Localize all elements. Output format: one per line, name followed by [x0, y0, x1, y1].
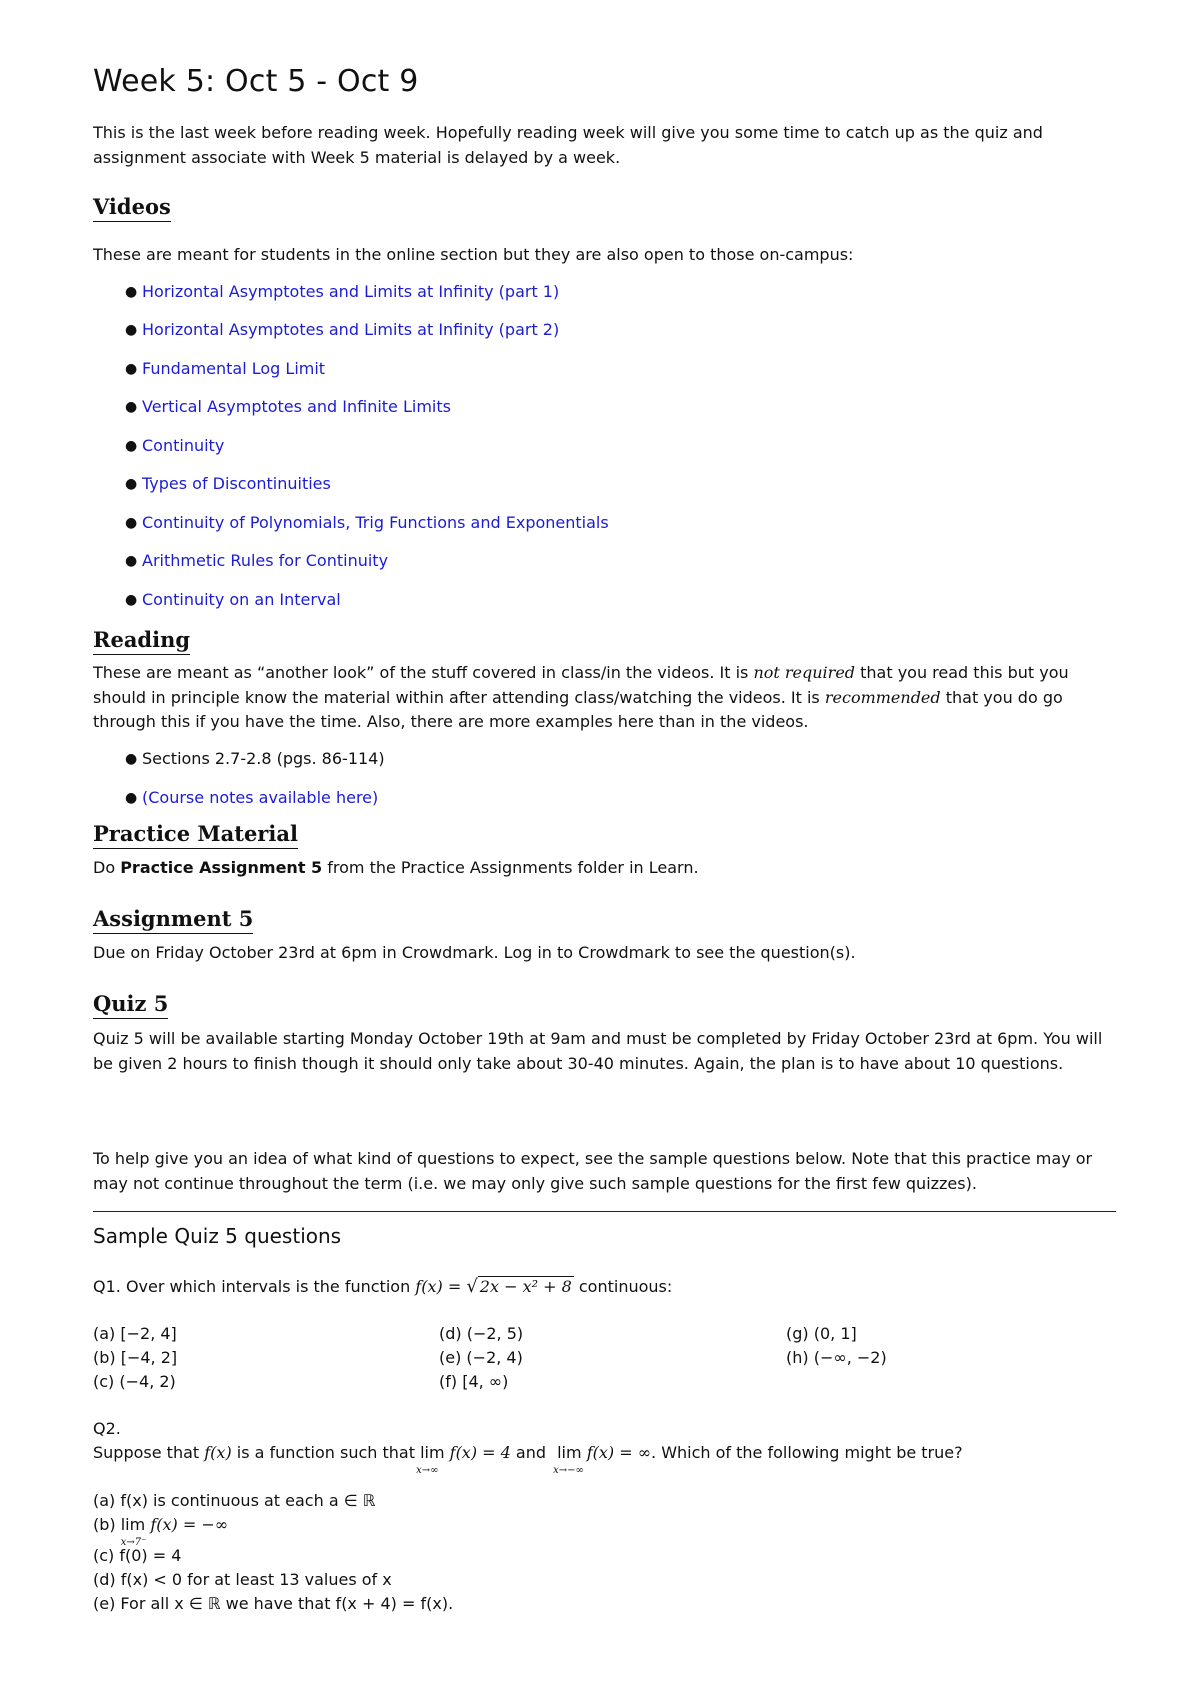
q1-option-h: (h) (−∞, −2)	[786, 1348, 887, 1367]
q1-option-b: (b) [−4, 2]	[93, 1348, 178, 1367]
question-2-label: Q2.	[93, 1419, 121, 1438]
practice-paragraph	[93, 856, 1116, 881]
videos-intro: These are meant for students in the online section but they are also open to those on-campus:	[93, 245, 854, 264]
q1-suffix: continuous:	[573, 1277, 673, 1296]
q2-option-c: (c) f(0) = 4	[93, 1546, 182, 1565]
video-link[interactable]: Fundamental Log Limit	[142, 359, 326, 378]
q2-text-b: is a function such that	[231, 1443, 421, 1462]
assignment-paragraph: Due on Friday October 23rd at 6pm in Crowdmark. Log in to Crowdmark to see the question(s).	[93, 943, 856, 962]
bullet-icon: ●	[125, 553, 138, 569]
bullet-icon: ●	[125, 399, 138, 415]
q2-expr-1: f(x) = 4	[449, 1443, 511, 1462]
q2-fx: f(x)	[204, 1443, 232, 1462]
divider	[93, 1211, 1116, 1212]
q1-function: f(x) =	[415, 1277, 467, 1296]
list-item	[93, 590, 609, 610]
reading-sections: Sections 2.7-2.8 (pgs. 86-114)	[142, 749, 385, 768]
bullet-icon: ●	[125, 592, 138, 608]
reading-text-b: that you read this but you should in principle know the material within after attending class/watching the videos. It is	[93, 663, 1069, 707]
list-item	[93, 749, 385, 769]
video-link[interactable]: Continuity of Polynomials, Trig Functions and Exponentials	[142, 513, 609, 532]
question-2	[93, 1441, 1116, 1476]
list-item	[93, 513, 609, 533]
bullet-icon: ●	[125, 361, 138, 377]
q2-option-b-limit	[120, 1513, 147, 1548]
lim-subscript: x→−∞	[553, 1465, 584, 1476]
reading-paragraph	[93, 661, 1116, 735]
video-link[interactable]: Continuity	[142, 436, 225, 455]
sample-heading: Sample Quiz 5 questions	[93, 1224, 342, 1248]
intro-paragraph: This is the last week before reading week. Hopefully reading week will give you some time to catch up as the quiz and assignment associate with Week 5 material is delayed by a week.	[93, 123, 1043, 167]
q2-limit-2	[553, 1441, 584, 1476]
lim-subscript: x→∞	[416, 1465, 439, 1476]
page-title: Week 5: Oct 5 - Oct 9	[93, 64, 419, 99]
q2-option-a: (a) f(x) is continuous at each a ∈ ℝ	[93, 1491, 376, 1510]
q2-text-a: Suppose that	[93, 1443, 205, 1462]
reading-text-c: that you do go through this if you have the time. Also, there are more examples here than in the videos.	[93, 687, 1063, 731]
q1-prefix: Q1. Over which intervals is the function	[93, 1277, 416, 1296]
q1-option-f: (f) [4, ∞)	[439, 1372, 509, 1391]
video-link[interactable]: Arithmetic Rules for Continuity	[142, 551, 389, 570]
q2-expr-2: f(x) = ∞	[586, 1443, 652, 1462]
reading-list	[93, 749, 385, 808]
video-link[interactable]: Vertical Asymptotes and Infinite Limits	[142, 397, 451, 416]
list-item	[93, 282, 609, 302]
q1-radicand: 2x − x² + 8	[479, 1277, 572, 1296]
bullet-icon: ●	[125, 790, 138, 806]
lim-label: lim	[120, 1515, 146, 1534]
video-link-list	[93, 282, 609, 610]
q2-limit-1	[416, 1441, 445, 1476]
q2-option-d: (d) f(x) < 0 for at least 13 values of x	[93, 1570, 392, 1589]
reading-heading: Reading	[93, 628, 190, 655]
q1-option-g: (g) (0, 1]	[786, 1324, 857, 1343]
q2-option-b-expr: f(x) = −∞	[150, 1515, 229, 1534]
q2-option-e: (e) For all x ∈ ℝ we have that f(x + 4) = f(x).	[93, 1594, 454, 1613]
practice-heading: Practice Material	[93, 822, 298, 849]
practice-text-a: Do	[93, 858, 121, 877]
quiz-heading: Quiz 5	[93, 992, 168, 1019]
q2-text-c: . Which of the following might be true?	[651, 1443, 963, 1462]
quiz-sample-note: To help give you an idea of what kind of questions to expect, see the sample questions below. Note that this practice may or may not continue throughout the term (i.e. we may only give such sample questions for the first few quizzes).	[93, 1149, 1093, 1193]
list-item	[93, 474, 609, 494]
assignment-heading: Assignment 5	[93, 907, 253, 934]
bullet-icon: ●	[125, 322, 138, 338]
lim-subscript: x→7⁻	[120, 1537, 147, 1548]
reading-emphasis-not-required: not required	[753, 663, 856, 682]
videos-heading: Videos	[93, 195, 171, 222]
list-item	[93, 551, 609, 571]
list-item	[93, 397, 609, 417]
reading-text-a: These are meant as “another look” of the stuff covered in class/in the videos. It is	[93, 663, 754, 682]
video-link[interactable]: Horizontal Asymptotes and Limits at Infinity (part 2)	[142, 320, 560, 339]
bullet-icon: ●	[125, 284, 138, 300]
bullet-icon: ●	[125, 751, 138, 767]
course-notes-link[interactable]: (Course notes available here)	[142, 788, 379, 807]
bullet-icon: ●	[125, 476, 138, 492]
video-link[interactable]: Types of Discontinuities	[142, 474, 331, 493]
question-1	[93, 1275, 672, 1299]
practice-assignment-name: Practice Assignment 5	[120, 858, 323, 877]
bullet-icon: ●	[125, 438, 138, 454]
practice-text-b: from the Practice Assignments folder in Learn.	[322, 858, 699, 877]
list-item	[93, 320, 609, 340]
sqrt-icon: √	[466, 1276, 478, 1297]
q1-option-c: (c) (−4, 2)	[93, 1372, 176, 1391]
q1-option-e: (e) (−2, 4)	[439, 1348, 523, 1367]
video-link[interactable]: Horizontal Asymptotes and Limits at Infinity (part 1)	[142, 282, 560, 301]
lim-label: lim	[420, 1443, 445, 1462]
q2-option-b	[93, 1513, 229, 1548]
list-item	[93, 359, 609, 379]
q2-option-b-label: (b)	[93, 1515, 121, 1534]
q1-option-a: (a) [−2, 4]	[93, 1324, 177, 1343]
reading-emphasis-recommended: recommended	[824, 687, 941, 707]
q1-option-d: (d) (−2, 5)	[439, 1324, 524, 1343]
q2-and: and	[510, 1443, 552, 1462]
video-link[interactable]: Continuity on an Interval	[142, 590, 341, 609]
list-item	[93, 436, 609, 456]
lim-label: lim	[557, 1443, 582, 1462]
bullet-icon: ●	[125, 515, 138, 531]
list-item	[93, 788, 385, 808]
quiz-paragraph: Quiz 5 will be available starting Monday October 19th at 9am and must be completed by Friday October 23rd at 6pm. You will be given 2 hours to finish though it should only take about 30-40 minutes. Again, the plan is to have about 10 questions.	[93, 1029, 1103, 1073]
